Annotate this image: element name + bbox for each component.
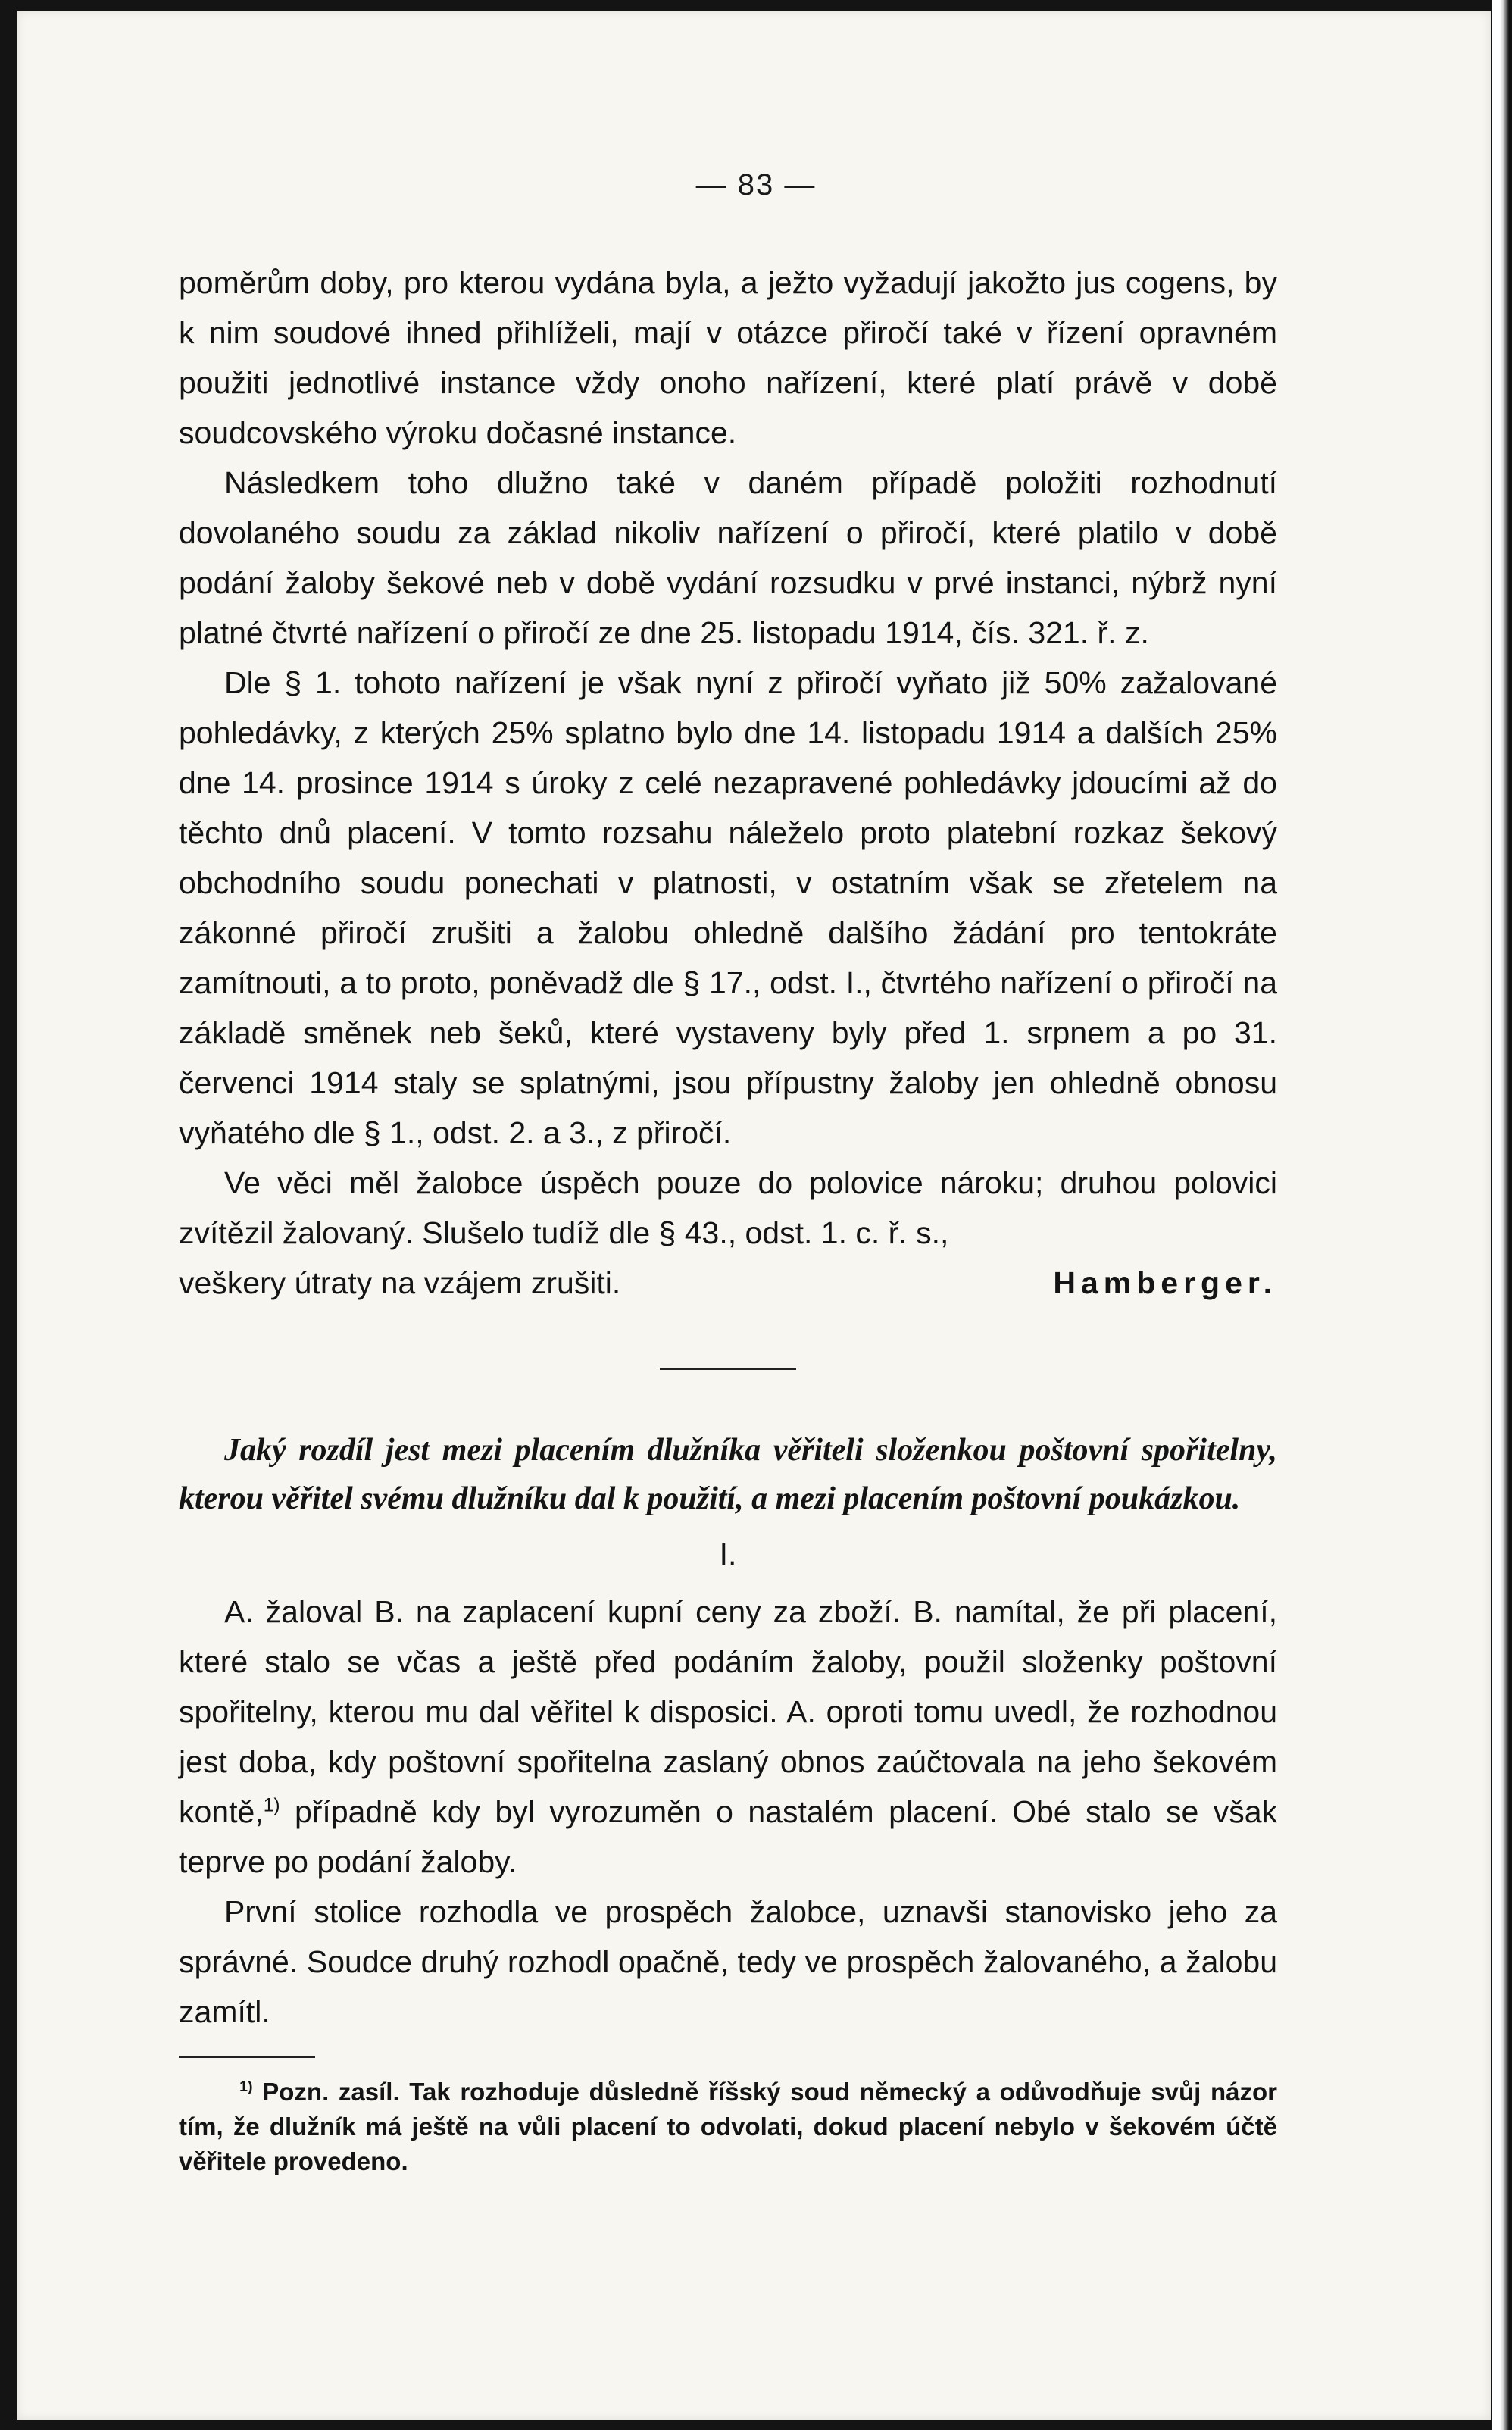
section-heading: Jaký rozdíl jest mezi placením dlužníka věřiteli složenkou poštovní spořitelny, kterou věřitel svému dlužníku dal k použití, a mezi placením poštovní poukázkou. bbox=[179, 1433, 1277, 1516]
section-divider bbox=[660, 1368, 796, 1370]
footnote-text: Pozn. zasíl. Tak rozhoduje důsledně říšský soud německý a odůvodňuje svůj názor tím, že dlužník má ještě na vůli placení to odvolati, dokud placení nebylo v šekovém účtě věřitele provedeno. bbox=[179, 2078, 1277, 2175]
footnote bbox=[179, 2075, 1277, 2179]
paragraph-4: Ve věci měl žalobce úspěch pouze do polovice nároku; druhou polovici zvítězil žalovaný. Slušelo tudíž dle § 43., odst. 1. c. ř. s., bbox=[179, 1165, 1277, 1250]
paragraph-5 bbox=[179, 1587, 1277, 1887]
section-number: I. bbox=[719, 1537, 737, 1572]
page-number: — 83 — bbox=[695, 168, 817, 202]
paragraph-1: poměrům doby, pro kterou vydána byla, a ježto vyžadují jakožto jus cogens, by k nim soudové ihned přihlíželi, mají v otázce přiročí také v řízení opravném použiti jednotlivé instance vždy onoho nařízení, které platí právě v době soudcovského výroku dočasné instance. bbox=[179, 265, 1277, 450]
footnote-mark: 1) bbox=[239, 2078, 253, 2095]
scan-edge bbox=[1492, 0, 1512, 2430]
paragraph-5-part-2: případně kdy byl vyrozuměn o nastalém placení. Obé stalo se však teprve po podání žaloby. bbox=[179, 1794, 1277, 1879]
footnote-reference: 1) bbox=[263, 1795, 280, 1816]
paragraph-6: První stolice rozhodla ve prospěch žalobce, uznavši stanovisko jeho za správné. Soudce druhý rozhodl opačně, tedy ve prospěch žalovaného, a žalobu zamítl. bbox=[179, 1894, 1277, 2029]
closing-text: veškery útraty na vzájem zrušiti. bbox=[179, 1265, 621, 1300]
closing-line bbox=[179, 1258, 1277, 1308]
paragraph-5-part-1: A. žaloval B. na zaplacení kupní ceny za zboží. B. namítal, že při placení, které stalo se včas a ještě před podáním žaloby, použil složenky poštovní spořitelny, kterou mu dal věřitel k disposici. A. oproti tomu uvedl, že rozhodnou jest doba, kdy poštovní spořitelna zaslaný obnos zaúčtovala na jeho šekovém kontě, bbox=[179, 1594, 1277, 1829]
footnote-rule bbox=[179, 2056, 315, 2058]
paragraph-3: Dle § 1. tohoto nařízení je však nyní z přiročí vyňato již 50% zažalované pohledávky, z kterých 25% splatno bylo dne 14. listopadu 1914 a dalších 25% dne 14. prosince 1914 s úroky z celé nezapravené pohledávky jdoucími až do těchto dnů placení. V tomto rozsahu náleželo proto platební rozkaz šekový obchodního soudu ponechati v platnosti, v ostatním však se zřetelem na zákonné přiročí zrušiti a žalobu ohledně dalšího žádání pro tentokráte zamítnouti, a to proto, poněvadž dle § 17., odst. I., čtvrtého nařízení o přiročí na základě směnek neb šeků, které vystaveny byly před 1. srpnem a po 31. červenci 1914 staly se splatnými, jsou přípustny žaloby jen ohledně obnosu vyňatého dle § 1., odst. 2. a 3., z přiročí. bbox=[179, 665, 1277, 1150]
judge-signature: Hamberger. bbox=[1053, 1265, 1277, 1300]
paragraph-2: Následkem toho dlužno také v daném případě položiti rozhodnutí dovolaného soudu za základ nikoliv nařízení o přiročí, které platilo v době podání žaloby šekové neb v době vydání rozsudku v prvé instanci, nýbrž nyní platné čtvrté nařízení o přiročí ze dne 25. listopadu 1914, čís. 321. ř. z. bbox=[179, 465, 1277, 650]
page-body bbox=[179, 258, 1277, 2179]
